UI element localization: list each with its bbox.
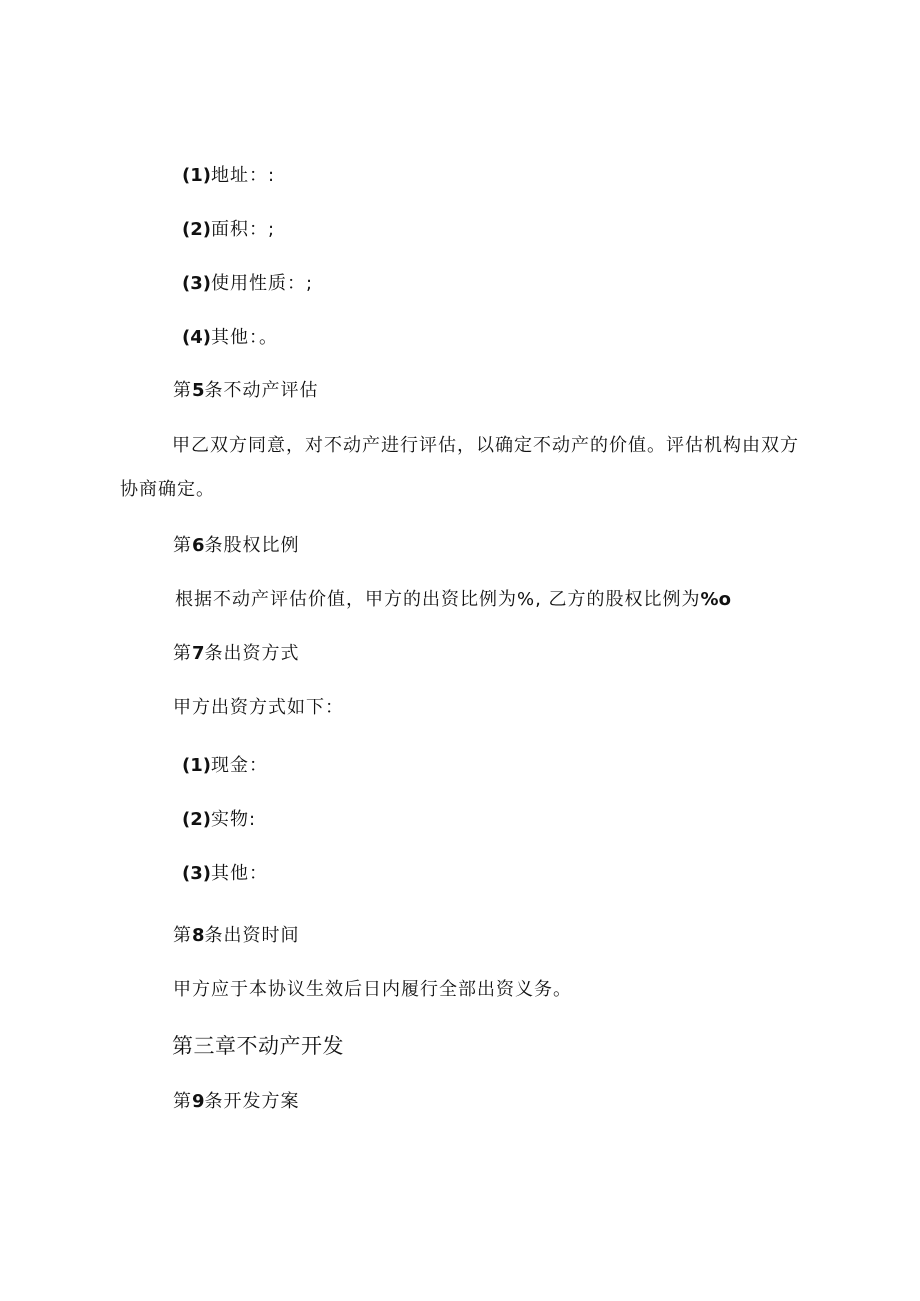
item-text: 地址：: (210, 165, 276, 186)
item-text: 其他： (210, 863, 268, 884)
item-number: (1) (182, 755, 211, 776)
item-text: 使用性质：; (210, 273, 314, 294)
item-text: 实物: (210, 809, 257, 830)
property-item-area (182, 217, 275, 243)
item-number: (1) (182, 165, 211, 186)
article-5-body: 甲乙双方同意，对不动产进行评估，以确定不动产的价值。评估机构由双方协商确定。 (120, 435, 799, 500)
property-item-usage (182, 271, 313, 297)
item-number: (3) (182, 863, 211, 884)
item-number: (3) (182, 273, 211, 294)
article-5-title: 第5条不动产评估 (173, 380, 319, 401)
item-number: (4) (182, 327, 211, 348)
article-9-title: 第9条开发方案 (173, 1091, 300, 1112)
article-6-body: 根据不动产评估价值，甲方的出资比例为%, 乙方的股权比例为%o (175, 589, 731, 610)
article-6-title: 第6条股权比例 (173, 535, 300, 556)
article-8-body: 甲方应于本协议生效后日内履行全部出资义务。 (173, 979, 572, 1000)
article-7-intro: 甲方出资方式如下： (173, 697, 344, 718)
property-item-other (182, 325, 278, 351)
payment-item-other (182, 861, 268, 887)
item-number: (2) (182, 809, 211, 830)
payment-item-goods (182, 807, 256, 833)
article-7-title: 第7条出资方式 (173, 643, 300, 664)
item-text: 其他：。 (210, 327, 278, 348)
item-text: 现金： (210, 755, 268, 776)
item-number: (2) (182, 219, 211, 240)
article-8-title: 第8条出资时间 (173, 925, 300, 946)
payment-item-cash (182, 753, 268, 779)
item-text: 面积：; (210, 219, 276, 240)
chapter-3-heading: 第三章不动产开发 (172, 1034, 344, 1058)
property-item-address (182, 163, 275, 189)
